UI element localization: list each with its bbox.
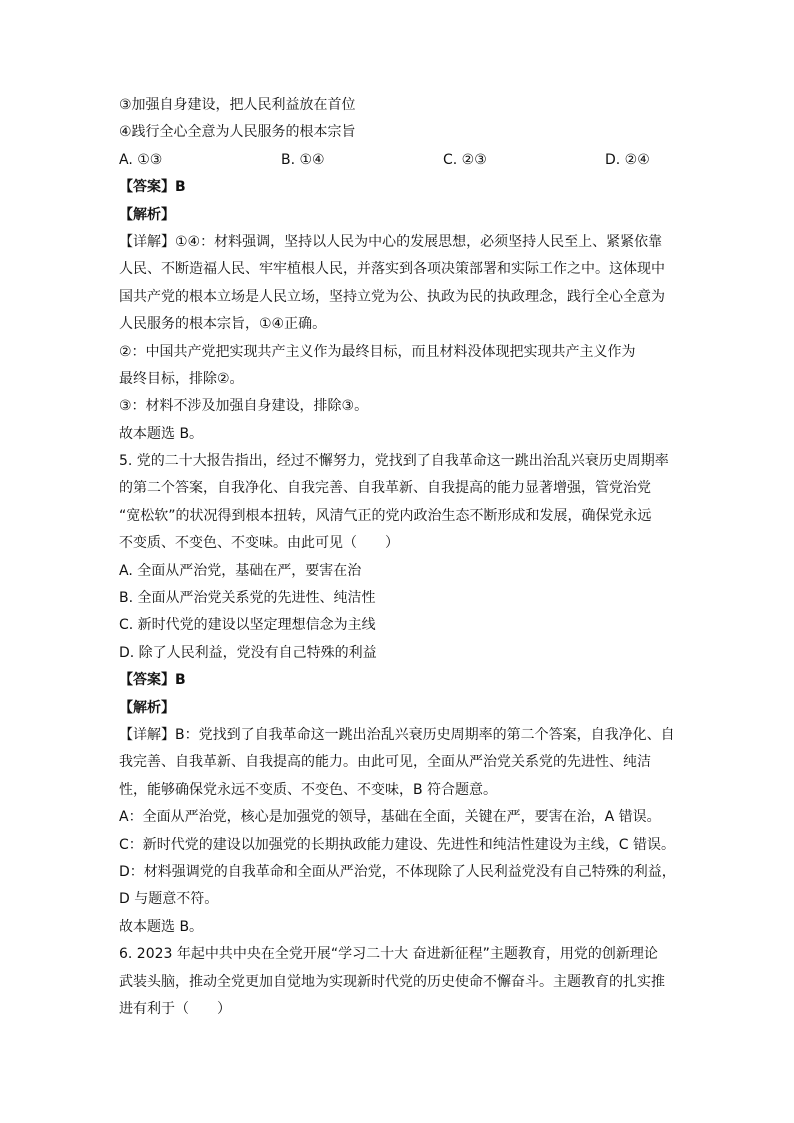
q5-conclusion-line: 故本题选 B。 — [119, 918, 204, 935]
document-page — [119, 92, 679, 1023]
option-b: B. ①④ — [281, 151, 325, 168]
q5-stem: 不变质、不变色、不变味。由此可见（ ） — [119, 535, 399, 552]
q5-answer-label: 【答案】B — [119, 672, 186, 689]
q5-detail-line: 性，能够确保党永远不变质、不变色、不变味，B 符合题意。 — [119, 781, 498, 798]
detail-line: 人民服务的根本宗旨，①④正确。 — [119, 316, 327, 333]
detail-line: ②：中国共产党把实现共产主义作为最终目标，而且材料没体现把实现共产主义作为 — [119, 343, 636, 360]
option-a: A. ①③ — [119, 151, 163, 168]
q5-stem: 5. 党的二十大报告指出，经过不懈努力，党找到了自我革命这一跳出治乱兴衰历史周期率 — [119, 453, 669, 470]
detail-line: 国共产党的根本立场是人民立场，坚持立党为公、执政为民的执政理念，践行全心全意为 — [119, 288, 665, 305]
q5-option-b: B. 全面从严治党关系党的先进性、纯洁性 — [119, 590, 376, 607]
q5-detail-line: 【详解】B：党找到了自我革命这一跳出治乱兴衰历史周期率的第二个答案，自我净化、自 — [119, 726, 675, 743]
q5-detail-line: D 与题意不符。 — [119, 891, 219, 908]
q5-option-c: C. 新时代党的建设以坚定理想信念为主线 — [119, 617, 376, 634]
q5-detail-line: D：材料强调党的自我革命和全面从严治党，不体现除了人民利益党没有自己特殊的利益， — [119, 863, 676, 880]
q6-stem: 武装头脑，推动全党更加自觉地为实现新时代党的历史使命不懈奋斗。主题教育的扎实推 — [119, 973, 665, 990]
option-d: D. ②④ — [605, 151, 650, 168]
q5-analysis-heading: 【解析】 — [119, 699, 175, 716]
q5-detail-line: 我完善、自我革新、自我提高的能力。由此可见，全面从严治党关系党的先进性、纯洁 — [119, 754, 651, 771]
answer-label: 【答案】B — [119, 179, 186, 196]
option-c: C. ②③ — [443, 151, 487, 168]
detail-line: 人民、不断造福人民、牢牢植根人民，并落实到各项决策部署和实际工作之中。这体现中 — [119, 261, 665, 278]
detail-line: ③：材料不涉及加强自身建设，排除③。 — [119, 398, 369, 415]
q6-stem: 6. 2023 年起中共中央在全党开展“学习二十大 奋进新征程”主题教育，用党的创新理论 — [119, 946, 658, 963]
item-4: ④践行全心全意为人民服务的根本宗旨 — [119, 124, 356, 141]
detail-line: 最终目标，排除②。 — [119, 370, 244, 387]
q5-detail-line: A：全面从严治党，核心是加强党的领导，基础在全面，关键在严，要害在治，A 错误。 — [119, 809, 661, 826]
q5-option-d: D. 除了人民利益，党没有自己特殊的利益 — [119, 644, 377, 661]
q5-stem: “宽松软”的状况得到根本扭转，风清气正的党内政治生态不断形成和发展，确保党永远 — [119, 507, 652, 524]
item-3: ③加强自身建设，把人民利益放在首位 — [119, 97, 356, 113]
q5-stem: 的第二个答案，自我净化、自我完善、自我革新、自我提高的能力显著增强，管党治党 — [119, 480, 651, 497]
q5-detail-line: C：新时代党的建设以加强党的长期执政能力建设、先进性和纯洁性建设为主线，C 错误。 — [119, 836, 675, 853]
q5-option-a: A. 全面从严治党，基础在严，要害在治 — [119, 562, 362, 579]
q6-stem: 进有利于（ ） — [119, 1000, 231, 1017]
conclusion-line: 故本题选 B。 — [119, 425, 204, 442]
options-row — [119, 147, 679, 174]
analysis-heading: 【解析】 — [119, 206, 175, 223]
detail-line: 【详解】①④：材料强调，坚持以人民为中心的发展思想，必须坚持人民至上、紧紧依靠 — [119, 233, 663, 250]
